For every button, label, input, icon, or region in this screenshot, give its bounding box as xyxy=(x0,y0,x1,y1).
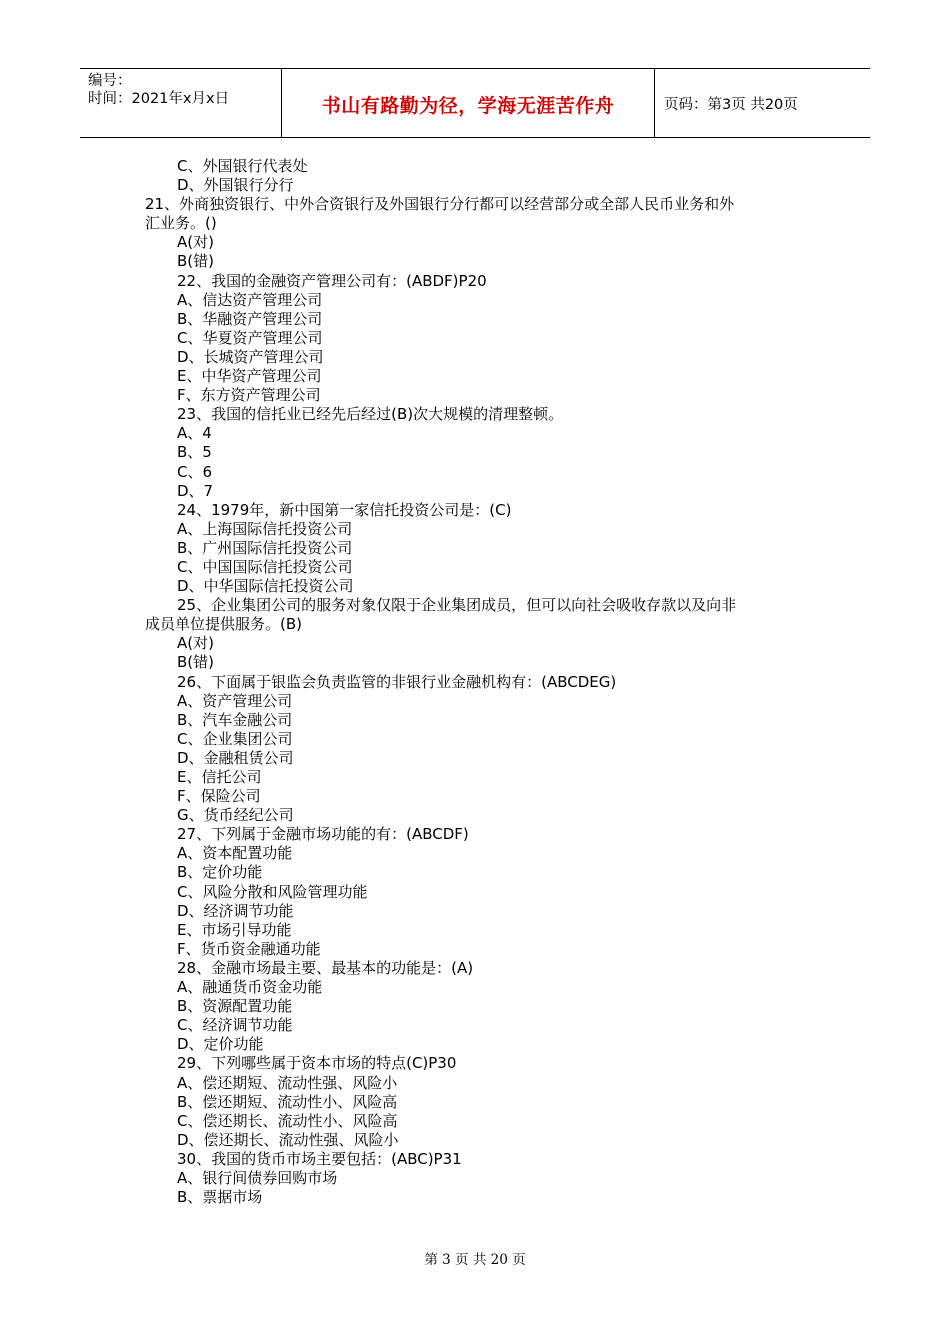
document-line: 汇业务。() xyxy=(145,214,217,233)
document-line: G、货币经纪公司 xyxy=(177,806,294,825)
document-line: D、经济调节功能 xyxy=(177,901,294,920)
document-line: C、中国国际信托投资公司 xyxy=(177,557,353,576)
document-line: A、资产管理公司 xyxy=(177,691,293,710)
document-line: 29、下列哪些属于资本市场的特点(C)P30 xyxy=(177,1054,457,1073)
document-line: E、中华资产管理公司 xyxy=(177,367,322,386)
document-line: A(对) xyxy=(177,634,214,653)
document-line: B(错) xyxy=(177,653,214,672)
document-line: B、华融资产管理公司 xyxy=(177,309,323,328)
document-line: A、上海国际信托投资公司 xyxy=(177,519,353,538)
document-line: C、偿还期长、流动性小、风险高 xyxy=(177,1111,398,1130)
document-line: 27、下列属于金融市场功能的有：(ABCDF) xyxy=(177,825,469,844)
document-line: F、保险公司 xyxy=(177,787,261,806)
document-line: B(错) xyxy=(177,252,214,271)
document-line: C、风险分散和风险管理功能 xyxy=(177,882,368,901)
document-line: C、6 xyxy=(177,462,213,481)
code-label: 编号： xyxy=(88,73,132,89)
document-line: C、华夏资产管理公司 xyxy=(177,328,323,347)
document-line: F、货币资金融通功能 xyxy=(177,939,321,958)
document-line: B、票据市场 xyxy=(177,1188,263,1207)
document-line: B、资源配置功能 xyxy=(177,997,293,1016)
document-line: B、广州国际信托投资公司 xyxy=(177,538,353,557)
document-body xyxy=(0,157,950,1207)
document-line: C、外国银行代表处 xyxy=(177,157,308,175)
document-line: A、银行间债券回购市场 xyxy=(177,1168,338,1187)
document-line: B、5 xyxy=(177,443,212,462)
document-line: 成员单位提供服务。(B) xyxy=(145,615,302,634)
document-line: D、偿还期长、流动性强、风险小 xyxy=(177,1130,399,1149)
document-line: D、7 xyxy=(177,481,214,500)
document-line: E、信托公司 xyxy=(177,768,262,786)
page-header xyxy=(80,68,870,138)
document-line: B、偿还期短、流动性小、风险高 xyxy=(177,1092,398,1111)
document-line: 22、我国的金融资产管理公司有：(ABDF)P20 xyxy=(177,271,487,290)
header-meta xyxy=(88,72,229,108)
page-footer: 第 3 页 共 20 页 xyxy=(424,1252,526,1268)
document-line: 28、金融市场最主要、最基本的功能是：(A) xyxy=(177,958,474,977)
document-line: A(对) xyxy=(177,233,214,252)
document-line: B、汽车金融公司 xyxy=(177,710,293,729)
document-line: C、经济调节功能 xyxy=(177,1016,293,1035)
document-line: D、外国银行分行 xyxy=(177,176,294,195)
document-line: A、信达资产管理公司 xyxy=(177,290,323,309)
document-line: 30、我国的货币市场主要包括：(ABC)P31 xyxy=(177,1149,462,1168)
time-label: 时间：2021年x月x日 xyxy=(88,91,230,107)
document-line: D、长城资产管理公司 xyxy=(177,347,324,366)
header-motto: 书山有路勤为径，学海无涯苦作舟 xyxy=(321,95,615,117)
document-line: E、市场引导功能 xyxy=(177,920,292,939)
document-line: 23、我国的信托业已经先后经过(B)次大规模的清理整顿。 xyxy=(177,405,564,424)
document-line: D、金融租赁公司 xyxy=(177,748,294,767)
document-line: 26、下面属于银监会负责监管的非银行业金融机构有：(ABCDEG) xyxy=(177,672,617,691)
document-line: D、中华国际信托投资公司 xyxy=(177,577,354,596)
document-line: A、融通货币资金功能 xyxy=(177,978,323,997)
document-line: C、企业集团公司 xyxy=(177,729,293,748)
document-line: B、定价功能 xyxy=(177,863,263,882)
header-divider xyxy=(654,69,655,137)
document-line: F、东方资产管理公司 xyxy=(177,386,321,405)
document-line: A、4 xyxy=(177,424,212,443)
document-line: A、资本配置功能 xyxy=(177,844,293,863)
header-page-label: 页码：第3页 共20页 xyxy=(664,97,798,113)
document-line: 25、企业集团公司的服务对象仅限于企业集团成员，但可以向社会吸收存款以及向非 xyxy=(177,596,737,615)
document-line: 21、外商独资银行、中外合资银行及外国银行分行都可以经营部分或全部人民币业务和外 xyxy=(145,195,735,214)
document-line: A、偿还期短、流动性强、风险小 xyxy=(177,1073,398,1092)
document-line: 24、1979年，新中国第一家信托投资公司是：(C) xyxy=(177,500,512,519)
document-line: D、定价功能 xyxy=(177,1035,264,1054)
